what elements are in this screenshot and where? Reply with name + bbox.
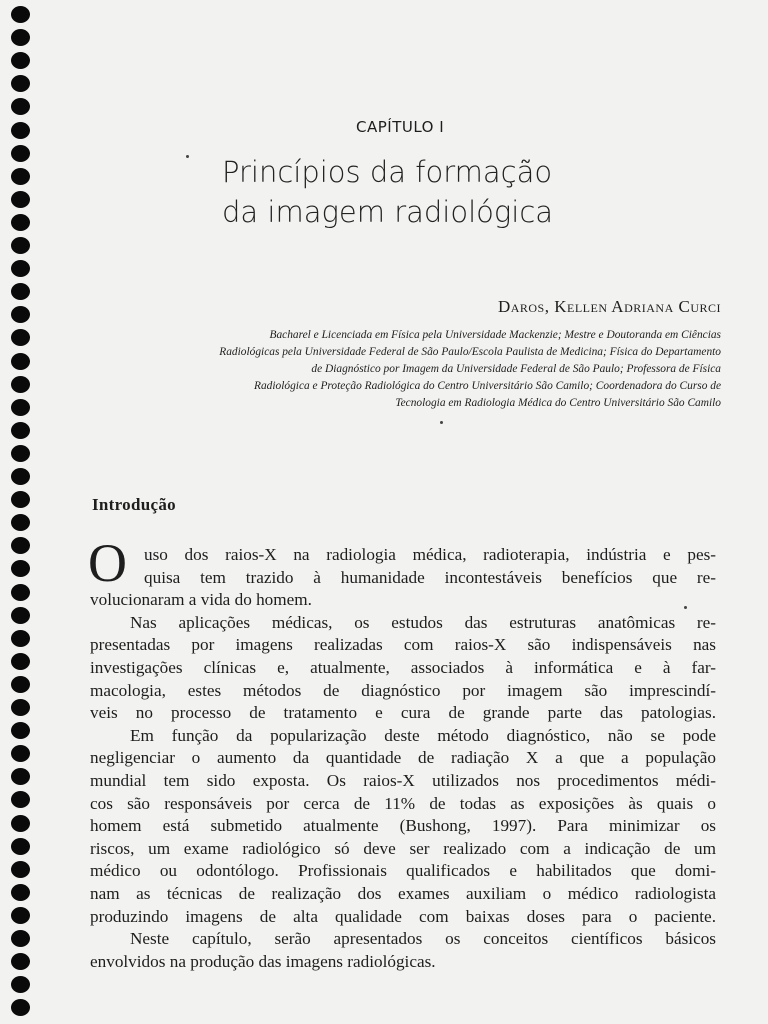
- binding-hole: [11, 907, 30, 924]
- binding-hole: [11, 168, 30, 185]
- body-line: macologia, estes métodos de diagnóstico por imagem são imprescindí-: [90, 680, 716, 700]
- binding-hole: [11, 676, 30, 693]
- binding-hole: [11, 237, 30, 254]
- body-line: veis no processo de tratamento e cura de grande parte das patologias.: [90, 703, 716, 723]
- chapter-label: CAPÍTULO I: [356, 118, 445, 136]
- binding-hole: [11, 976, 30, 993]
- body-line: riscos, um exame radiológico só deve ser realizado com a indicação de um: [90, 838, 716, 858]
- chapter-title: [222, 152, 642, 232]
- binding-hole: [11, 791, 30, 808]
- binding-hole: [11, 537, 30, 554]
- binding-hole: [11, 514, 30, 531]
- binding-hole: [11, 607, 30, 624]
- body-text: [88, 533, 716, 973]
- binding-hole: [11, 930, 30, 947]
- body-line: cos são responsáveis por cerca de 11% de todas as exposições às quais o: [90, 793, 716, 813]
- binding-hole: [11, 260, 30, 277]
- binding-hole: [11, 653, 30, 670]
- binding-hole: [11, 306, 30, 323]
- body-line: médico ou odontólogo. Profissionais qualificados e habilitados que domi-: [90, 861, 716, 881]
- body-line: negligenciar o aumento da quantidade de radiação X a que a população: [90, 748, 716, 768]
- binding-hole: [11, 560, 30, 577]
- binding-hole: [11, 861, 30, 878]
- affiliation-line: Radiológicas pela Universidade Federal de São Paulo/Escola Paulista de Medicina; Física do Departamento: [219, 346, 721, 358]
- body-line: envolvidos na produção das imagens radiológicas.: [90, 951, 436, 971]
- author-name: Daros, Kellen Adriana Curci: [497, 297, 721, 316]
- binding-hole: [11, 376, 30, 393]
- binding-hole: [11, 722, 30, 739]
- body-line: volucionaram a vida do homem.: [90, 590, 312, 610]
- binding-hole: [11, 29, 30, 46]
- binding-hole: [11, 999, 30, 1016]
- chapter-title-line: da imagem radiológica: [222, 195, 554, 229]
- speck-mark: [440, 421, 443, 424]
- binding-hole: [11, 98, 30, 115]
- binding-hole: [11, 630, 30, 647]
- binding-hole: [11, 329, 30, 346]
- binding-hole: [11, 584, 30, 601]
- body-line: mundial tem sido exposta. Os raios-X utilizados nos procedimentos médi-: [90, 770, 716, 790]
- body-line: Nas aplicações médicas, os estudos das estruturas anatômicas re-: [130, 612, 716, 632]
- binding-hole: [11, 491, 30, 508]
- body-line: quisa tem trazido à humanidade incontestáveis benefícios que re-: [144, 567, 716, 587]
- drop-cap: O: [88, 533, 127, 593]
- body-line: produzindo imagens de alta qualidade com baixas doses para o paciente.: [90, 906, 716, 926]
- section-heading: Introdução: [92, 495, 176, 514]
- binding-hole: [11, 52, 30, 69]
- speck-mark: [186, 155, 189, 158]
- binding-hole: [11, 399, 30, 416]
- binding-hole: [11, 815, 30, 832]
- affiliation-line: Radiológica e Proteção Radiológica do Centro Universitário São Camilo; Coordenadora do Curso de: [254, 380, 721, 392]
- binding-hole: [11, 6, 30, 23]
- body-line: Em função da popularização deste método diagnóstico, não se pode: [130, 725, 716, 745]
- chapter-title-line: Princípios da formação: [222, 155, 553, 189]
- binding-hole: [11, 768, 30, 785]
- affiliation-line: Bacharel e Licenciada em Física pela Universidade Mackenzie; Mestre e Doutoranda em Ciências: [269, 329, 721, 341]
- binding-hole: [11, 283, 30, 300]
- binding-hole: [11, 699, 30, 716]
- body-line: Neste capítulo, serão apresentados os conceitos científicos básicos: [130, 929, 716, 949]
- binding-hole: [11, 953, 30, 970]
- binding-hole: [11, 422, 30, 439]
- binding-hole: [11, 745, 30, 762]
- binding-hole: [11, 75, 30, 92]
- binding-hole: [11, 838, 30, 855]
- affiliation-line: de Diagnóstico por Imagem da Universidade Federal de São Paulo; Professora de Física: [311, 363, 721, 375]
- body-line: uso dos raios-X na radiologia médica, radioterapia, indústria e pes-: [144, 545, 716, 564]
- binding-hole: [11, 445, 30, 462]
- body-line: investigações clínicas e, atualmente, associados à informática e à far-: [90, 657, 716, 677]
- binding-hole: [11, 353, 30, 370]
- body-line: presentadas por imagens realizadas com raios-X são indispensáveis nas: [90, 635, 716, 655]
- binding-hole: [11, 214, 30, 231]
- binding-hole: [11, 468, 30, 485]
- spiral-binding: [0, 0, 40, 1024]
- binding-hole: [11, 191, 30, 208]
- body-line: nam as técnicas de realização dos exames auxiliam o médico radiologista: [90, 883, 716, 903]
- author-affiliation: [41, 327, 721, 412]
- affiliation-line: Tecnologia em Radiologia Médica do Centro Universitário São Camilo: [395, 397, 721, 409]
- body-line: homem está submetido atualmente (Bushong, 1997). Para minimizar os: [90, 816, 716, 836]
- binding-hole: [11, 884, 30, 901]
- binding-hole: [11, 122, 30, 139]
- speck-mark: [684, 606, 687, 609]
- binding-hole: [11, 145, 30, 162]
